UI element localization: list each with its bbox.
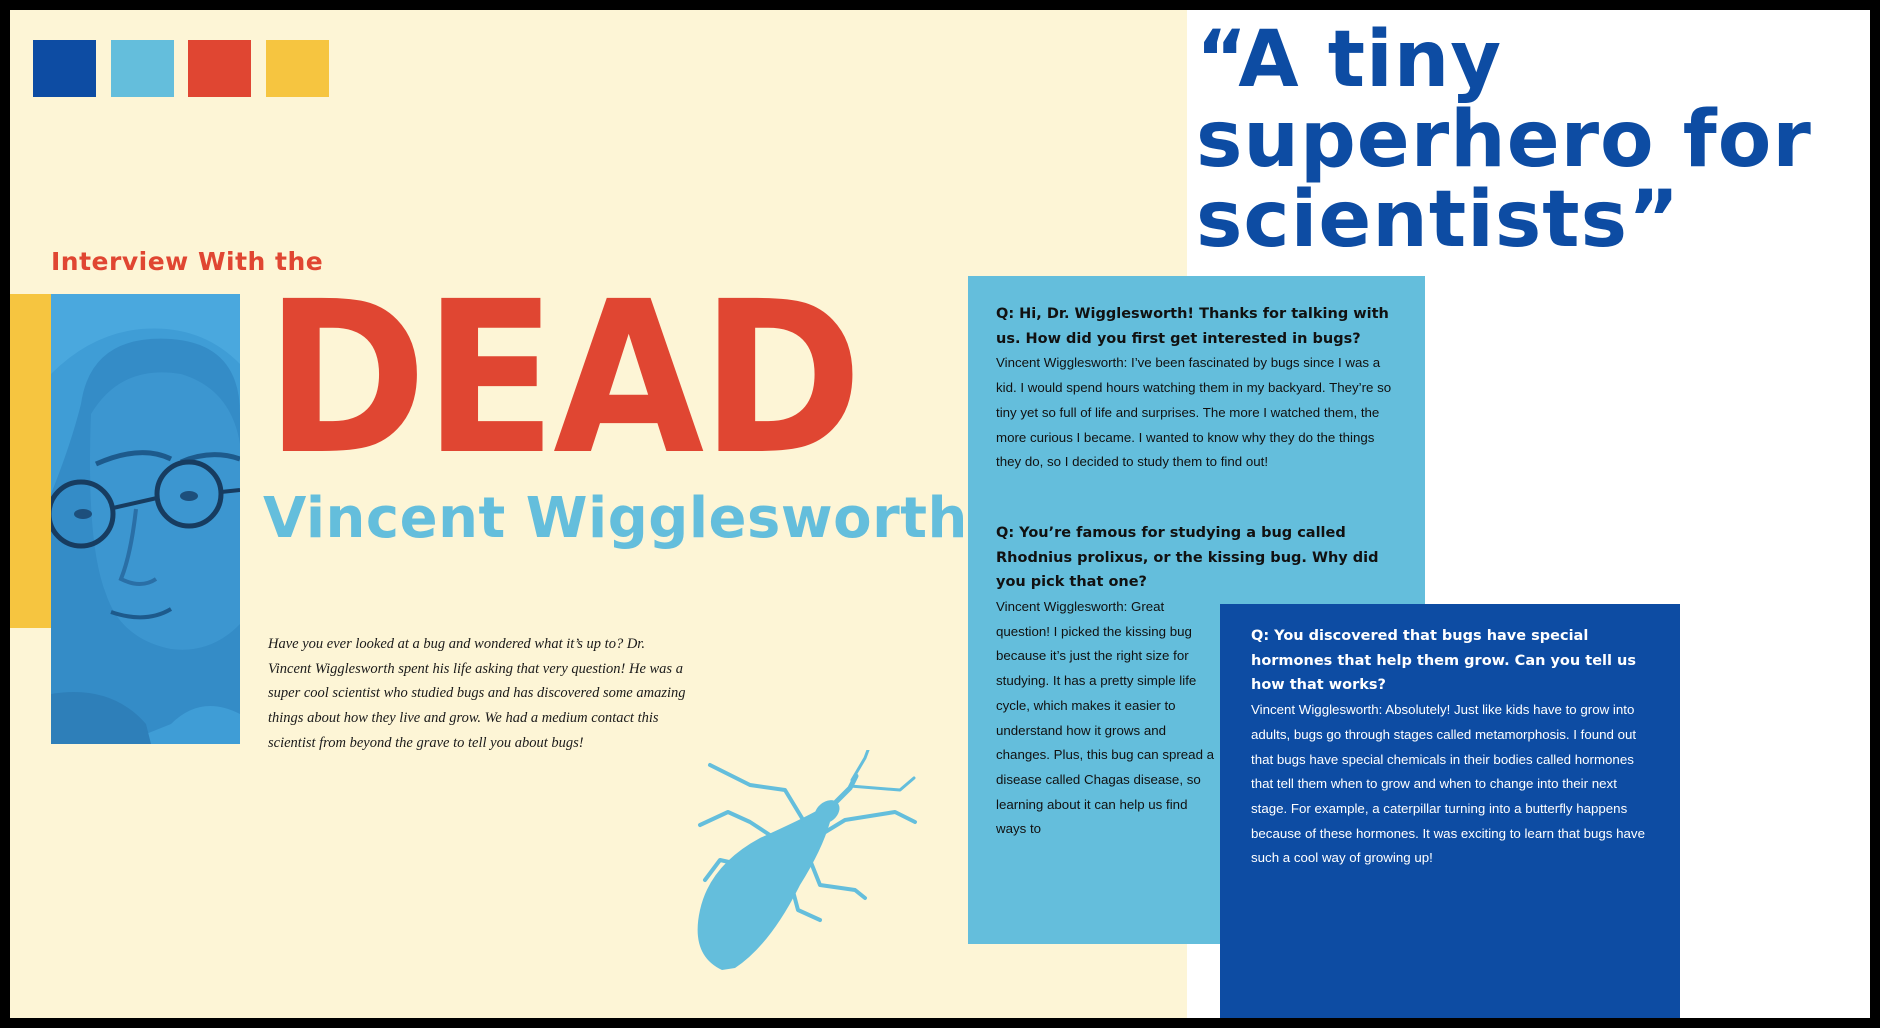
- color-swatch-light-blue: [111, 40, 174, 97]
- scientist-name: Vincent Wigglesworth: [263, 486, 968, 551]
- spacer: [996, 475, 1399, 521]
- answer-3: Vincent Wigglesworth: Absolutely! Just like kids have to grow into adults, bugs go through stages called metamorphosis. I found out that bugs have special chemicals in their bodies called hormones that tell them when to grow and when to change into their next stage. For example, a caterpillar turning into a butterfly happens because of these hormones. It was exciting to learn that bugs have such a cool way of growing up!: [1251, 702, 1645, 866]
- question-3: Q: You discovered that bugs have special hormones that help them grow. Can you tell us how that works?: [1251, 628, 1636, 694]
- magazine-spread: [10, 10, 1870, 1018]
- kissing-bug-icon: [690, 750, 920, 980]
- question-1: Q: Hi, Dr. Wigglesworth! Thanks for talking with us. How did you first get interested in bugs?: [996, 306, 1389, 347]
- portrait-photo: [51, 294, 240, 744]
- yellow-accent-bar: [10, 294, 52, 628]
- answer-2: Vincent Wigglesworth: Great question! I picked the kissing bug because it’s just the right size for studying. It has a pretty simple life cycle, which makes it easier to understand how it grows and changes. Plus, this bug can spread a disease called Chagas disease, so learning about it can help us find ways to: [996, 599, 1215, 837]
- intro-paragraph: Have you ever looked at a bug and wondered what it’s up to? Dr. Vincent Wigglesworth spent his life asking that very question! He was a super cool scientist who studied bugs and has discovered some amazing things about how they live and grow. We had a medium contact this scientist from beyond the grave to tell you about bugs!: [268, 636, 686, 751]
- color-swatch-yellow: [266, 40, 329, 97]
- dead-title: DEAD: [265, 256, 859, 501]
- color-swatch-dark-blue: [33, 40, 96, 97]
- interview-kicker: Interview With the: [51, 247, 324, 276]
- question-2: Q: You’re famous for studying a bug called Rhodnius prolixus, or the kissing bug. Why did you pick that one?: [996, 524, 1379, 591]
- color-swatch-red: [188, 40, 251, 97]
- pull-quote: “A tiny superhero for scientists”: [1196, 15, 1812, 265]
- answer-1: Vincent Wigglesworth: I’ve been fascinated by bugs since I was a kid. I would spend hours watching them in my backyard. They’re so tiny yet so full of life and surprises. The more I watched them, the more curious I became. I wanted to know why they do the things they do, so I decided to study them to find out!: [996, 355, 1392, 470]
- qa-box-dark: [1220, 604, 1680, 1018]
- portrait-illustration: [51, 294, 240, 744]
